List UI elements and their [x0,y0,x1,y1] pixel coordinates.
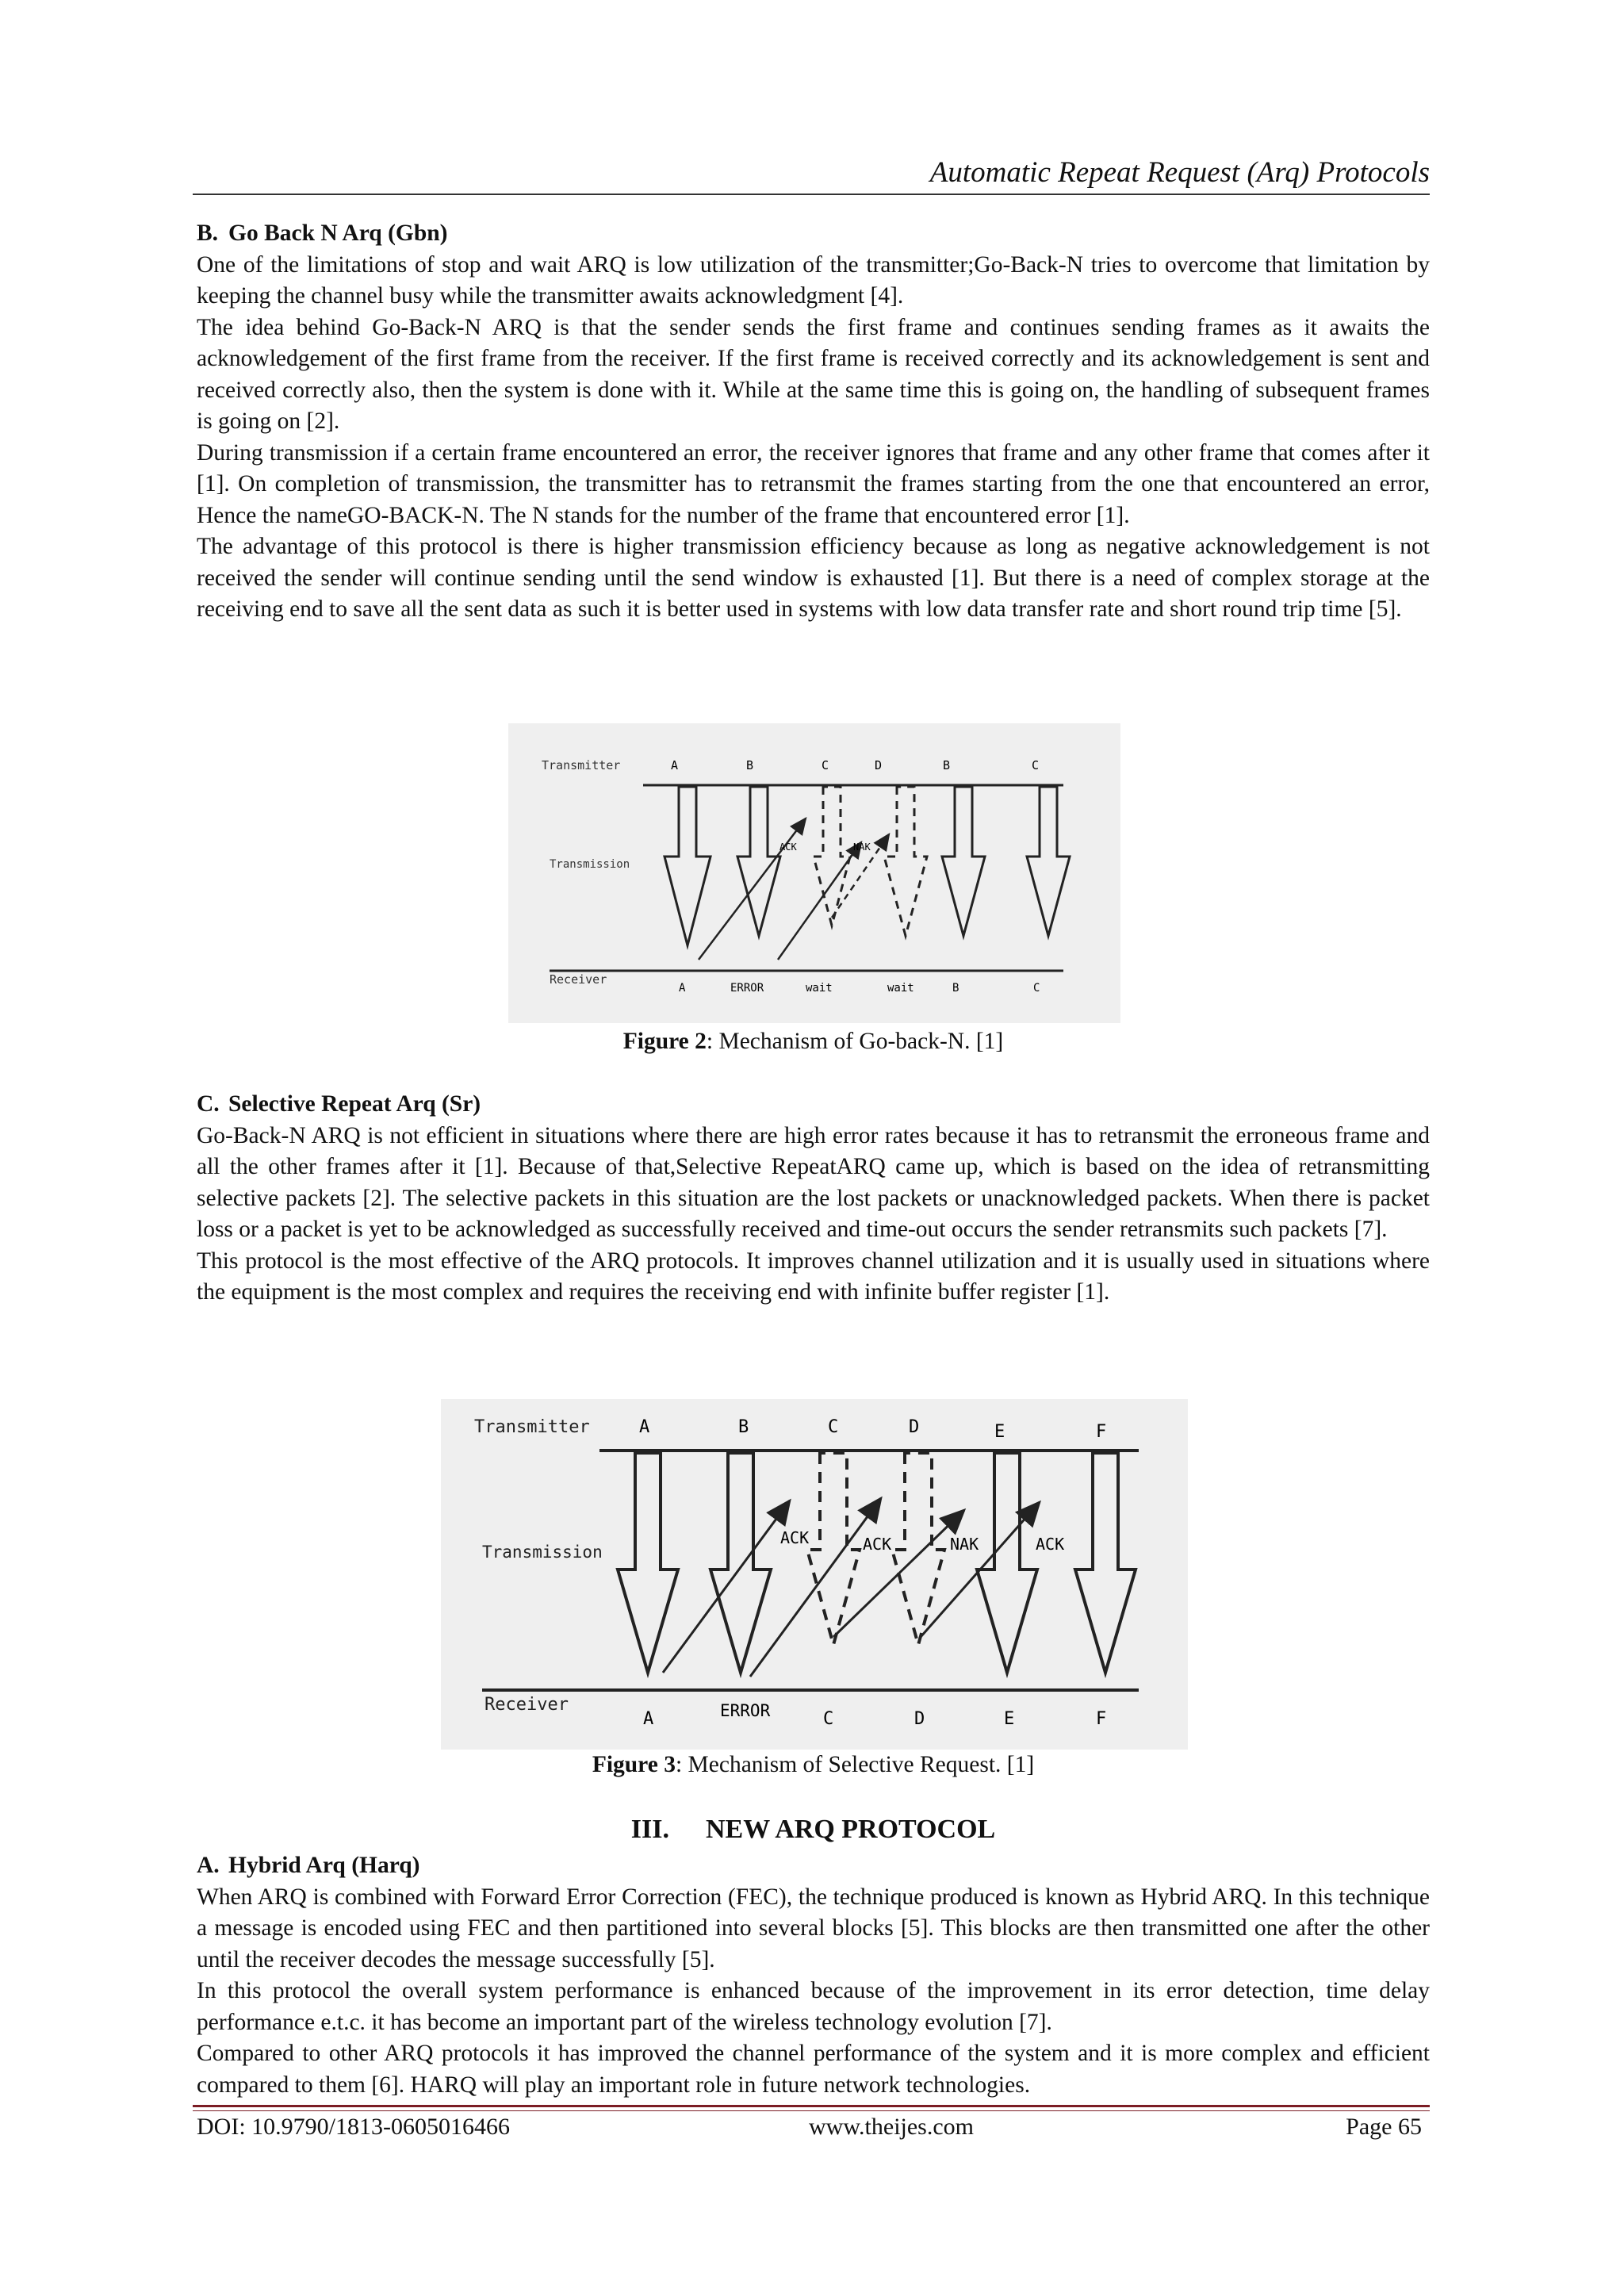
paragraph: The idea behind Go-Back-N ARQ is that the sender sends the first frame and continues sending frames as it awaits the acknowledgement of the first frame from the receiver. If the first frame is received correctly and its acknowledgement is sent and received correctly also, then the system is done with it. While at the same time this is going on, the handling of subsequent frames is going on [2]. [197,314,1430,434]
frame-label: D [909,1417,920,1437]
transmission-label: Transmission [482,1543,603,1562]
heading-text: Selective Repeat Arq (Sr) [228,1091,481,1117]
paragraph: In this protocol the overall system performance is enhanced because of the improvement in its error detection, time delay performance e.t.c. it has become an important part of the wireless technology evolution [7]. [197,1978,1430,2035]
receiver-item: wait [806,982,833,995]
receiver-item: wait [887,982,914,995]
transmitter-label: Transmitter [542,758,621,772]
receiver-item: D [914,1709,925,1729]
transmitter-label: Transmitter [474,1417,590,1437]
nak-label: NAK [853,841,871,853]
frame-label: B [738,1417,749,1437]
receiver-item: A [643,1709,654,1729]
frame-label: B [943,758,951,772]
caption-text: : Mechanism of Go-back-N. [1] [706,1029,1004,1054]
frame-label: D [875,758,883,772]
transmission-label: Transmission [550,858,630,871]
figure-go-back-n-diagram [508,723,1120,1023]
figure-2-caption [197,1029,1430,1055]
paragraph: Go-Back-N ARQ is not efficient in situations where there are high error rates because it has to retransmit the erroneous frame and all the other frames after it [1]. Because of that,Selective RepeatARQ came up, which is based on the idea of retransmitting selective packets [2]. The selective packets in this situation are the lost packets or unacknowledged packets. When there is packet loss or a packet is yet to be acknowledged as successfully received and time-out occurs the sender retransmits such packets [7]. [197,1122,1430,1242]
frame-label: A [671,758,679,772]
receiver-item: C [823,1709,834,1729]
footer-rule [193,2105,1430,2107]
receiver-item: F [1096,1709,1107,1729]
receiver-item: ERROR [730,982,764,995]
frame-arrows [618,1453,1136,1673]
heading-number: B. [197,220,219,246]
caption-label: Figure 2 [622,1029,707,1054]
receiver-item: A [679,982,686,995]
caption-label: Figure 3 [592,1752,676,1777]
frame-arrows [665,787,1070,945]
receiver-item: E [1004,1709,1015,1729]
frame-label: F [1096,1422,1107,1442]
section-heading-harq [197,1850,1430,1882]
section-heading-sr [197,1089,1430,1121]
frame-label: A [639,1417,650,1437]
paragraph: The advantage of this protocol is there is higher transmission efficiency because as long as negative acknowledgement is not received the sender will continue sending until the send window is exhausted [1]. But there is a need of complex storage at the receiving end to save all the sent data as such it is better used in systems with low data transfer rate and short round trip time [5]. [197,534,1430,622]
section-selective-repeat [197,1089,1430,1309]
paragraph: When ARQ is combined with Forward Error Correction (FEC), the technique produced is known as Hybrid ARQ. In this technique a message is encoded using FEC and then partitioned into several blocks [5]. This blocks are then transmitted one after the other until the receiver decodes the message successfully [5]. [197,1884,1430,1972]
frame-label: C [822,758,829,772]
section-number: III. [630,1815,669,1844]
receiver-item: B [952,982,959,995]
ack-label: ACK [863,1535,892,1554]
footer-rule [193,2110,1430,2111]
paragraph: One of the limitations of stop and wait ARQ is low utilization of the transmitter;Go-Back-N tries to overcome that limitation by keeping the channel busy while the transmitter awaits acknowledgment [4]. [197,251,1430,309]
heading-number: A. [197,1853,220,1878]
ack-label: ACK [1036,1535,1065,1554]
footer-page-number: Page 65 [1346,2114,1422,2140]
footer-doi: DOI: 10.9790/1813-0605016466 [197,2114,510,2140]
receiver-label: Receiver [485,1695,569,1715]
footer-website: www.theijes.com [809,2114,975,2140]
receiver-label: Receiver [550,972,607,987]
receiver-item: ERROR [720,1701,771,1720]
frame-label: B [746,758,754,772]
heading-number: C. [197,1091,220,1117]
heading-text: Hybrid Arq (Harq) [228,1853,420,1878]
ack-label: ACK [779,841,797,853]
paragraph: This protocol is the most effective of the ARQ protocols. It improves channel utilization and it is usually used in situations where the equipment is the most complex and requires the receiving end with infinite buffer register [1]. [197,1248,1430,1305]
running-header: Automatic Repeat Request (Arq) Protocols [929,156,1430,189]
figure-selective-repeat-diagram [441,1399,1188,1750]
frame-label: C [1032,758,1040,772]
figure-3-caption [197,1752,1430,1778]
frame-label: E [994,1422,1005,1442]
nak-label: NAK [950,1535,979,1554]
section-heading-gbn [197,218,1430,250]
section-go-back-n [197,218,1430,626]
caption-text: : Mechanism of Selective Request. [1] [675,1752,1035,1777]
ack-label: ACK [780,1528,810,1547]
paragraph: Compared to other ARQ protocols it has improved the channel performance of the system and it is more complex and efficient compared to them [6]. HARQ will play an important role in future network technologies. [197,2041,1430,2098]
receiver-item: C [1033,982,1040,995]
section-title-text: NEW ARQ PROTOCOL [705,1815,996,1844]
paragraph: During transmission if a certain frame encountered an error, the receiver ignores that frame and any other frame that comes after it [1]. On completion of transmission, the transmitter has to retransmit the frames starting from the one that encountered an error, Hence the nameGO-BACK-N. The N stands for the number of the frame that encountered error [1]. [197,439,1430,528]
frame-label: C [828,1417,839,1437]
section-hybrid-arq [197,1850,1430,2101]
section-title [197,1815,1430,1845]
heading-text: Go Back N Arq (Gbn) [228,220,448,246]
header-rule [193,194,1430,195]
